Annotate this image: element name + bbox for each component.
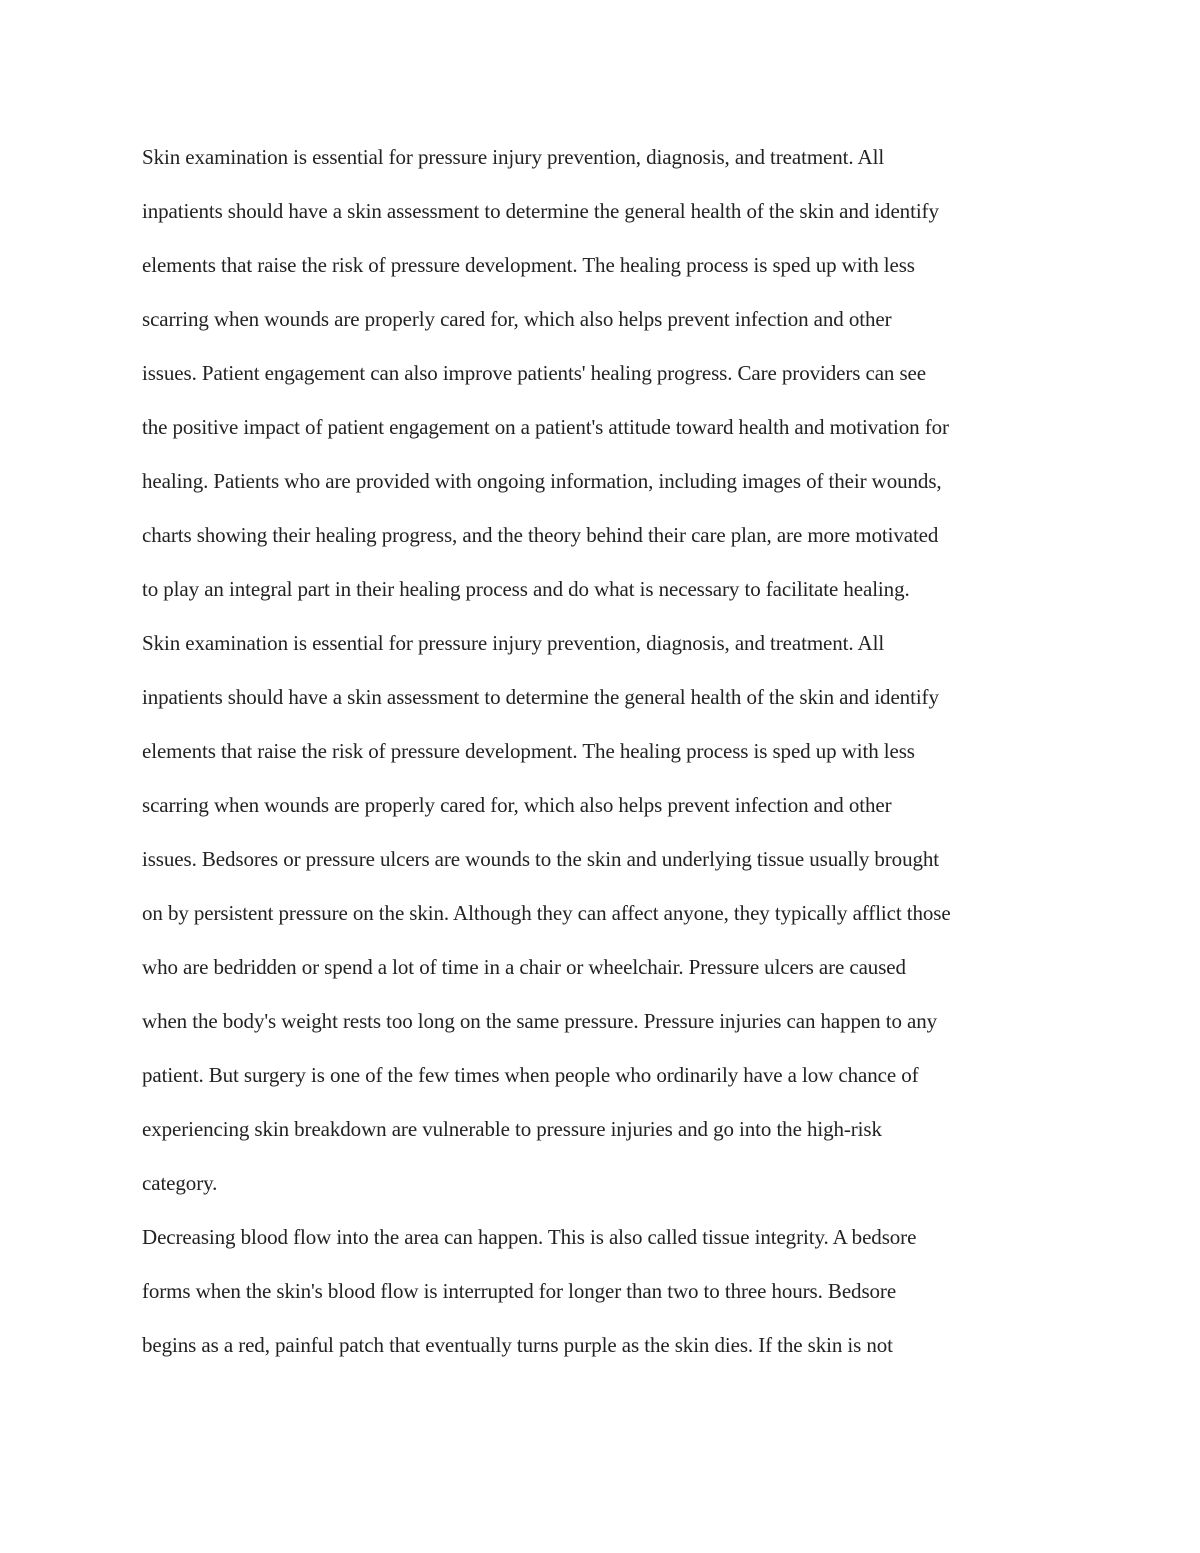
- text-line: healing. Patients who are provided with ongoing information, including images of their wounds,: [142, 469, 942, 493]
- text-line: to play an integral part in their healing process and do what is necessary to facilitate healing.: [142, 577, 910, 601]
- text-line: inpatients should have a skin assessment to determine the general health of the skin and identify: [142, 685, 939, 709]
- text-line: scarring when wounds are properly cared for, which also helps prevent infection and other: [142, 793, 892, 817]
- text-line: experiencing skin breakdown are vulnerable to pressure injuries and go into the high-risk: [142, 1117, 882, 1141]
- text-line: Skin examination is essential for pressure injury prevention, diagnosis, and treatment. All: [142, 631, 885, 655]
- body-text: [142, 130, 1072, 1372]
- text-line: Decreasing blood flow into the area can happen. This is also called tissue integrity. A bedsore: [142, 1225, 917, 1249]
- text-line: issues. Patient engagement can also improve patients' healing progress. Care providers can see: [142, 361, 926, 385]
- text-line: inpatients should have a skin assessment to determine the general health of the skin and identify: [142, 199, 939, 223]
- text-line: scarring when wounds are properly cared for, which also helps prevent infection and other: [142, 307, 892, 331]
- text-line: the positive impact of patient engagement on a patient's attitude toward health and motivation for: [142, 415, 949, 439]
- text-line: when the body's weight rests too long on the same pressure. Pressure injuries can happen to any: [142, 1009, 938, 1033]
- text-line: who are bedridden or spend a lot of time in a chair or wheelchair. Pressure ulcers are caused: [142, 955, 906, 979]
- text-line: category.: [142, 1171, 218, 1195]
- text-line: on by persistent pressure on the skin. Although they can affect anyone, they typically afflict those: [142, 901, 951, 925]
- text-line: charts showing their healing progress, and the theory behind their care plan, are more motivated: [142, 523, 939, 547]
- text-line: begins as a red, painful patch that eventually turns purple as the skin dies. If the skin is not: [142, 1333, 893, 1357]
- text-line: forms when the skin's blood flow is interrupted for longer than two to three hours. Bedsore: [142, 1279, 897, 1303]
- text-line: issues. Bedsores or pressure ulcers are wounds to the skin and underlying tissue usually brought: [142, 847, 940, 871]
- text-line: elements that raise the risk of pressure development. The healing process is sped up with less: [142, 739, 915, 763]
- text-line: elements that raise the risk of pressure development. The healing process is sped up with less: [142, 253, 915, 277]
- text-line: patient. But surgery is one of the few times when people who ordinarily have a low chance of: [142, 1063, 919, 1087]
- text-line: Skin examination is essential for pressure injury prevention, diagnosis, and treatment. All: [142, 145, 885, 169]
